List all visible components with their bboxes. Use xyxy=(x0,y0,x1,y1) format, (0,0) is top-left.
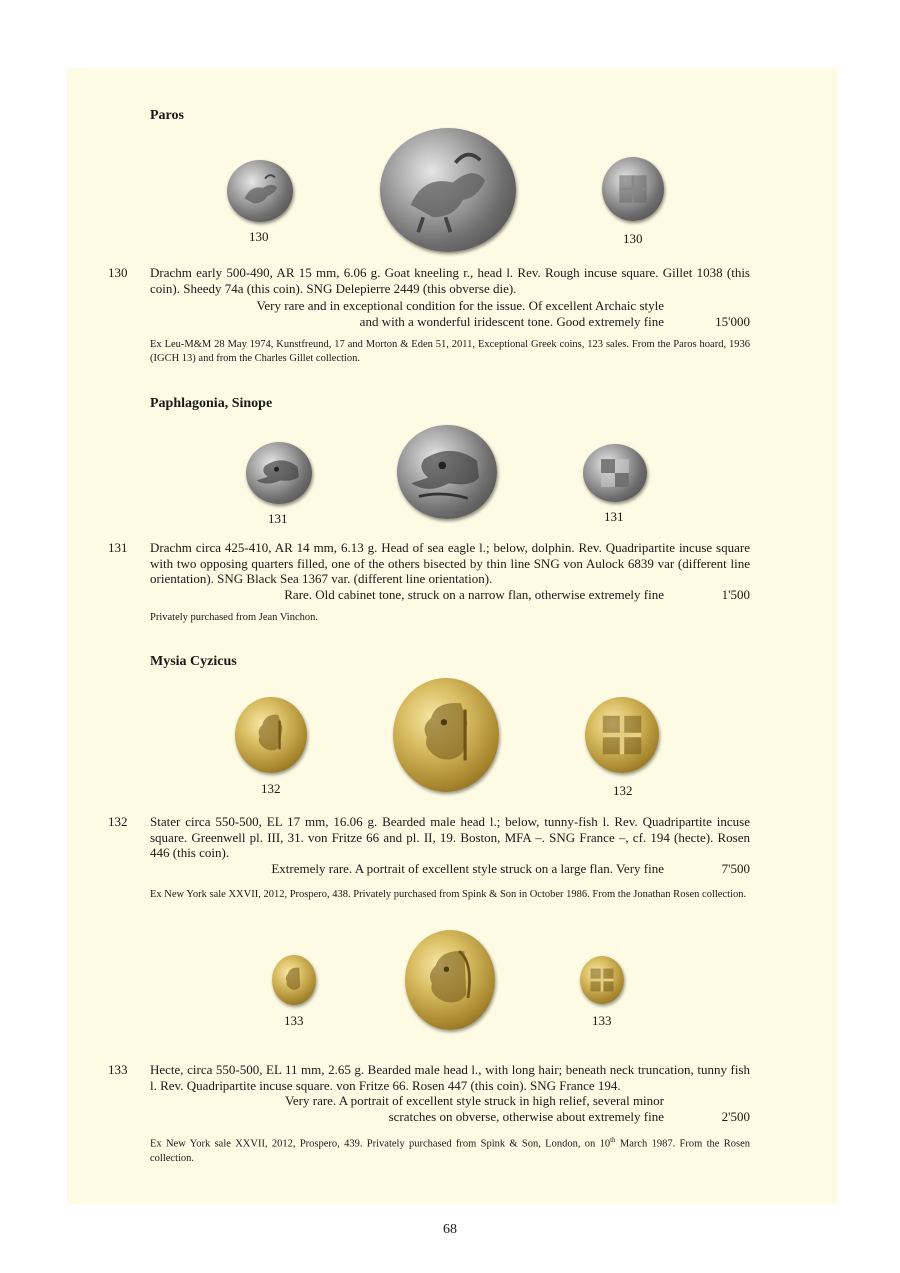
lot-133-description: Hecte, circa 550-500, EL 11 mm, 2.65 g. Bearded male head l., with long hair; beneath neck truncation, tunny fish l. Rev. Quadripartite incuse square. von Fritze 66. Rosen 447 (this coin). SNG France 194. xyxy=(150,1062,750,1093)
lot-133-remark-line1: Very rare. A portrait of excellent style struck in high relief, several minor xyxy=(284,1093,664,1108)
lot-132-remark-line1: Extremely rare. A portrait of excellent style struck on a large flan. Very fine xyxy=(271,861,664,876)
coin-caption-132-right: 132 xyxy=(613,783,633,798)
coin-caption-133-left: 133 xyxy=(284,1013,304,1028)
page-number: 68 xyxy=(443,1222,457,1237)
coin-133-reverse xyxy=(580,956,624,1004)
coin-131-reverse xyxy=(583,444,647,502)
lot-133-price: 2'500 xyxy=(721,1109,750,1124)
lot-133-provenance-text: Ex New York sale XXVII, 2012, Prospero, 439. Privately purchased from Spink & Son, London, on 10 xyxy=(150,1138,611,1150)
lot-130-price: 15'000 xyxy=(715,314,750,329)
section-heading-paros: Paros xyxy=(150,108,184,123)
coin-130-obverse-enlarged xyxy=(380,128,516,252)
coin-133-obverse-enlarged xyxy=(405,930,495,1030)
coin-caption-130-left: 130 xyxy=(249,229,269,244)
lot-number-130: 130 xyxy=(108,265,128,280)
lot-131-description: Drachm circa 425-410, AR 14 mm, 6.13 g. Head of sea eagle l.; below, dolphin. Rev. Quadripartite incuse square with two opposing quarters filled, one of the others bisected by thin line SNG von Aulock 6839 var (different line orientation). SNG Black Sea 1367 var. (different line orientation). xyxy=(150,540,750,586)
lot-130-remark-line2: and with a wonderful iridescent tone. Good extremely fine xyxy=(359,314,664,329)
lot-130-provenance: Ex Leu-M&M 28 May 1974, Kunstfreund, 17 and Morton & Eden 51, 2011, Exceptional Greek coins, 123 sales. From the Paros hoard, 1936 (IGCH 13) and from the Charles Gillet collection. xyxy=(150,339,750,364)
lot-133-remark-line2: scratches on obverse, otherwise about extremely fine xyxy=(388,1109,664,1124)
coin-caption-131-left: 131 xyxy=(268,511,288,526)
coin-131-obverse xyxy=(246,442,312,504)
ordinal-suffix: th xyxy=(610,1136,616,1144)
coin-caption-131-right: 131 xyxy=(604,509,624,524)
coin-132-obverse xyxy=(235,697,307,773)
lot-131-remark-line1: Rare. Old cabinet tone, struck on a narrow flan, otherwise extremely fine xyxy=(284,587,664,602)
lot-132-price: 7'500 xyxy=(721,861,750,876)
coin-132-obverse-enlarged xyxy=(393,678,499,792)
coin-caption-130-right: 130 xyxy=(623,231,643,246)
section-heading-sinope: Paphlagonia, Sinope xyxy=(150,396,273,411)
lot-131-provenance: Privately purchased from Jean Vinchon. xyxy=(150,612,319,623)
lot-130-description: Drachm early 500-490, AR 15 mm, 6.06 g. Goat kneeling r., head l. Rev. Rough incuse square. Gillet 1038 (this coin). Sheedy 74a (this coin). SNG Delepierre 2449 (this obverse die). xyxy=(150,265,750,296)
coin-133-obverse xyxy=(272,955,316,1005)
coin-132-reverse xyxy=(585,697,659,773)
lot-132-description: Stater circa 550-500, EL 17 mm, 16.06 g. Bearded male head l.; below, tunny-fish l. Rev. Quadripartite incuse square. Greenwell pl. III, 31. von Fritze 66 and pl. II, 19. Boston, MFA –. SNG France –, cf. 194 (hecte). Rosen 446 (this coin). xyxy=(150,814,750,860)
lot-number-131: 131 xyxy=(108,540,128,555)
section-heading-cyzicus: Mysia Cyzicus xyxy=(150,654,237,669)
lot-133-provenance-text-end: March 1987. From the Rosen collection. xyxy=(150,1138,750,1164)
coin-130-reverse xyxy=(602,157,664,221)
coin-caption-132-left: 132 xyxy=(261,781,281,796)
lot-133-provenance xyxy=(150,1133,750,1166)
lot-number-133: 133 xyxy=(108,1062,128,1077)
lot-130-remark-line1: Very rare and in exceptional condition for the issue. Of excellent Archaic style xyxy=(256,298,664,313)
coin-131-obverse-enlarged xyxy=(397,425,497,519)
coin-130-obverse xyxy=(227,160,293,222)
coin-caption-133-right: 133 xyxy=(592,1013,612,1028)
lot-132-provenance: Ex New York sale XXVII, 2012, Prospero, 438. Privately purchased from Spink & Son in October 1986. From the Jonathan Rosen collection. xyxy=(150,889,747,900)
lot-number-132: 132 xyxy=(108,814,128,829)
lot-131-price: 1'500 xyxy=(721,587,750,602)
